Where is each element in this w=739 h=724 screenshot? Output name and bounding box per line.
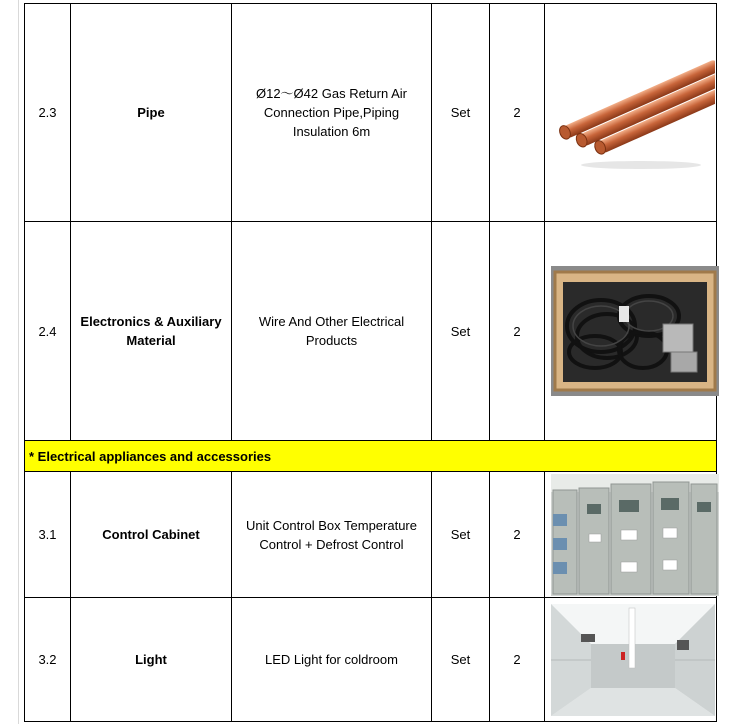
item-unit: Set — [432, 222, 490, 441]
item-unit: Set — [432, 4, 490, 222]
equipment-table — [24, 3, 717, 722]
item-unit: Set — [432, 472, 490, 598]
item-image-cell — [545, 4, 717, 222]
item-number: 2.4 — [25, 222, 71, 441]
item-number: 3.2 — [25, 598, 71, 722]
item-name: Control Cabinet — [71, 472, 232, 598]
table-row — [25, 472, 717, 598]
item-qty: 2 — [490, 222, 545, 441]
section-title: * Electrical appliances and accessories — [25, 441, 717, 472]
item-qty: 2 — [490, 598, 545, 722]
item-image-cell — [545, 222, 717, 441]
item-number: 2.3 — [25, 4, 71, 222]
table-row — [25, 4, 717, 222]
item-description: Wire And Other Electrical Products — [232, 222, 432, 441]
item-number: 3.1 — [25, 472, 71, 598]
item-name: Light — [71, 598, 232, 722]
item-description: Ø12～Ø42 Gas Return Air Connection Pipe,Piping Insulation 6m — [232, 4, 432, 222]
table-row — [25, 598, 717, 722]
page-edge — [0, 0, 19, 724]
item-qty: 2 — [490, 4, 545, 222]
section-header-row — [25, 441, 717, 472]
item-image-cell — [545, 472, 717, 598]
item-name: Pipe — [71, 4, 232, 222]
item-description: LED Light for coldroom — [232, 598, 432, 722]
item-image-cell — [545, 598, 717, 722]
item-description: Unit Control Box Temperature Control + Defrost Control — [232, 472, 432, 598]
item-unit: Set — [432, 598, 490, 722]
wire-crate-photo — [551, 266, 719, 396]
copper-pipes-photo — [551, 53, 715, 173]
item-name: Electronics & Auxiliary Material — [71, 222, 232, 441]
table-row — [25, 222, 717, 441]
item-qty: 2 — [490, 472, 545, 598]
coldroom-light-photo — [551, 604, 715, 716]
control-cabinet-photo — [551, 474, 719, 596]
